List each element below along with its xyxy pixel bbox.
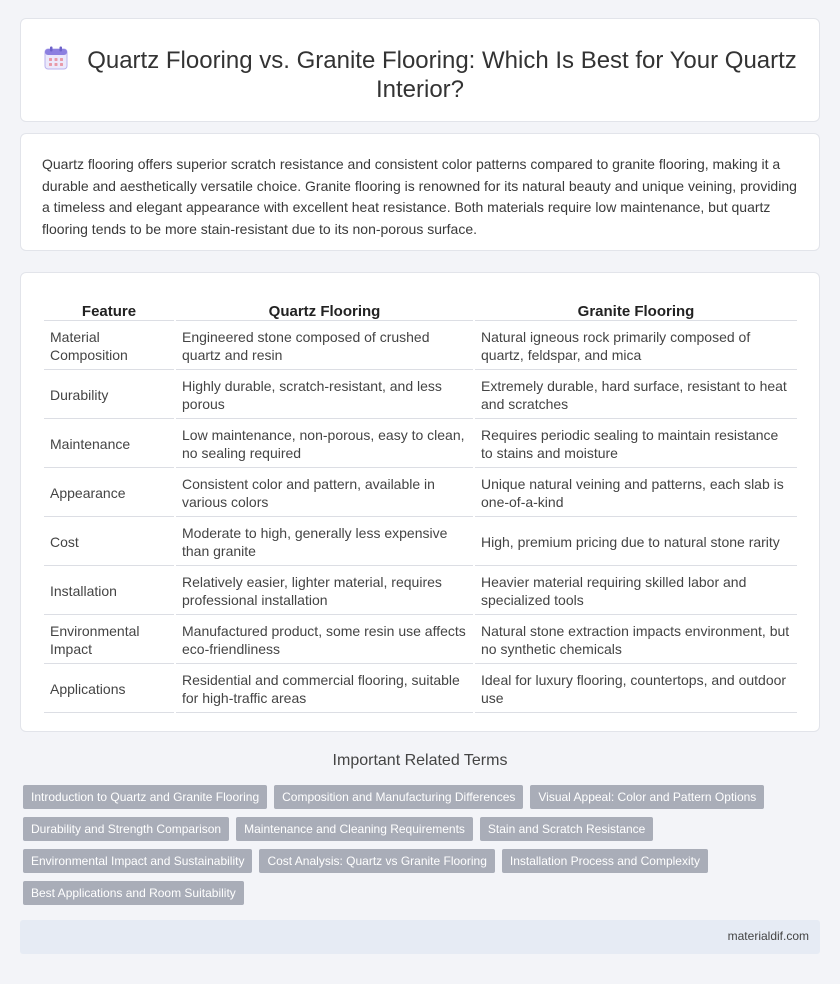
table-row [44, 666, 797, 713]
table-row [44, 568, 797, 615]
table-row [44, 470, 797, 517]
footer [20, 920, 820, 954]
related-terms-list [23, 785, 813, 905]
quartz-cell: Engineered stone composed of crushed quartz and resin [176, 323, 473, 370]
quartz-cell: Relatively easier, lighter material, requires professional installation [176, 568, 473, 615]
granite-cell: High, premium pricing due to natural stone rarity [475, 519, 797, 566]
related-terms-heading: Important Related Terms [332, 752, 508, 769]
term-tag[interactable]: Stain and Scratch Resistance [480, 817, 653, 841]
comparison-table [42, 297, 799, 715]
table-row [44, 372, 797, 419]
granite-cell: Requires periodic sealing to maintain resistance to stains and moisture [475, 421, 797, 468]
feature-cell: Maintenance [44, 421, 174, 468]
term-tag[interactable]: Cost Analysis: Quartz vs Granite Flooring [259, 849, 494, 873]
term-tag[interactable]: Installation Process and Complexity [502, 849, 708, 873]
term-tag[interactable]: Introduction to Quartz and Granite Flooring [23, 785, 267, 809]
term-tag[interactable]: Environmental Impact and Sustainability [23, 849, 252, 873]
quartz-cell: Moderate to high, generally less expensive than granite [176, 519, 473, 566]
term-tag[interactable]: Visual Appeal: Color and Pattern Options [530, 785, 764, 809]
header-feature: Feature [44, 299, 174, 321]
quartz-cell: Low maintenance, non-porous, easy to clean, no sealing required [176, 421, 473, 468]
granite-cell: Extremely durable, hard surface, resistant to heat and scratches [475, 372, 797, 419]
granite-cell: Ideal for luxury flooring, countertops, and outdoor use [475, 666, 797, 713]
quartz-cell: Manufactured product, some resin use affects eco-friendliness [176, 617, 473, 664]
header-quartz: Quartz Flooring [176, 299, 473, 321]
granite-cell: Unique natural veining and patterns, each slab is one-of-a-kind [475, 470, 797, 517]
feature-cell: Cost [44, 519, 174, 566]
page-title-text: Quartz Flooring vs. Granite Flooring: Which Is Best for Your Quartz Interior? [87, 47, 797, 103]
granite-cell: Natural igneous rock primarily composed of quartz, feldspar, and mica [475, 323, 797, 370]
term-tag[interactable]: Durability and Strength Comparison [23, 817, 229, 841]
table-row [44, 421, 797, 468]
intro-paragraph: Quartz flooring offers superior scratch resistance and consistent color patterns compared to granite flooring, making it a durable and aesthetically versatile choice. Granite flooring is renowned for its natural beauty and unique veining, providing a timeless and elegant appearance with excellent heat resistance. Both materials require low maintenance, but quartz flooring tends to be more stain-resistant due to its non-porous surface. [42, 156, 797, 237]
quartz-cell: Consistent color and pattern, available in various colors [176, 470, 473, 517]
table-row [44, 617, 797, 664]
title-card [20, 18, 820, 122]
quartz-cell: Residential and commercial flooring, suitable for high-traffic areas [176, 666, 473, 713]
feature-cell: Installation [44, 568, 174, 615]
term-tag[interactable]: Maintenance and Cleaning Requirements [236, 817, 473, 841]
quartz-cell: Highly durable, scratch-resistant, and less porous [176, 372, 473, 419]
feature-cell: Material Composition [44, 323, 174, 370]
calendar-icon [43, 45, 69, 71]
feature-cell: Durability [44, 372, 174, 419]
title-wrap [41, 45, 799, 104]
intro-card [20, 133, 820, 251]
feature-cell: Environmental Impact [44, 617, 174, 664]
granite-cell: Heavier material requiring skilled labor and specialized tools [475, 568, 797, 615]
header-granite: Granite Flooring [475, 299, 797, 321]
comparison-card [20, 272, 820, 732]
table-row [44, 519, 797, 566]
term-tag[interactable]: Best Applications and Room Suitability [23, 881, 244, 905]
footer-site-link[interactable]: materialdif.com [727, 929, 809, 943]
table-header-row [44, 299, 797, 321]
feature-cell: Applications [44, 666, 174, 713]
granite-cell: Natural stone extraction impacts environment, but no synthetic chemicals [475, 617, 797, 664]
page-title [41, 45, 799, 104]
table-row [44, 323, 797, 370]
term-tag[interactable]: Composition and Manufacturing Differences [274, 785, 523, 809]
feature-cell: Appearance [44, 470, 174, 517]
